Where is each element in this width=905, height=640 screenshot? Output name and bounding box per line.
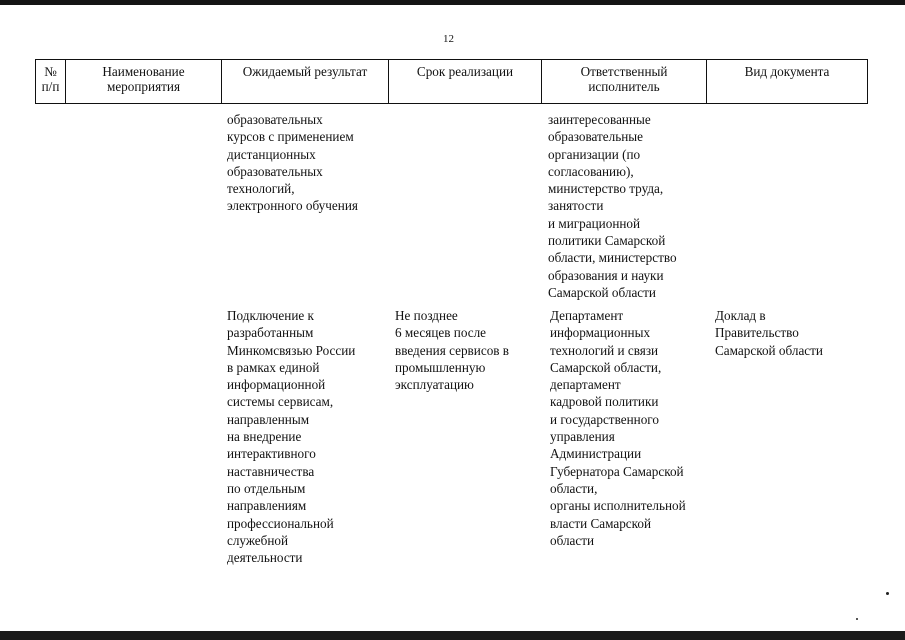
- row2-deadline: Не позднее 6 месяцев после введения сервисов в промышленную эксплуатацию: [395, 308, 510, 393]
- row2-expected-result: Подключение к разработанным Минкомсвязью России в рамках единой информационной системы сервисам, направленным на внедрение интерактивного наставничества по отдельным направлениям профессиональной служебной деятельности: [227, 308, 356, 566]
- header-number: [36, 60, 66, 104]
- row1-executor: заинтересованные образовательные организации (по согласованию), министерство труда, занятости и миграционной политики Самарской области, министерство образования и науки Самарской области: [548, 112, 677, 300]
- page-number: 12: [443, 33, 454, 45]
- header-document-type: [707, 60, 868, 104]
- header-document-type-text: Вид документа: [744, 64, 830, 79]
- header-deadline-text: Срок реализации: [416, 64, 514, 79]
- scan-edge-bottom: [0, 631, 905, 640]
- header-event-name-text: Наименование мероприятия: [102, 64, 185, 94]
- scan-speck: [856, 618, 858, 620]
- header-executor: [542, 60, 707, 104]
- header-deadline: [389, 60, 542, 104]
- row2-executor: Департамент информационных технологий и связи Самарской области, департамент кадровой политики и государственного управления Администрации Губернатора Самарской области, органы исполнительной власти Самарской области: [550, 308, 686, 548]
- header-executor-text: Ответственный исполнитель: [580, 64, 668, 94]
- row2-document-type: Доклад в Правительство Самарской области: [715, 308, 823, 358]
- scan-edge-top: [0, 0, 905, 5]
- header-expected-result-text: Ожидаемый результат: [242, 64, 368, 79]
- table-header: [35, 59, 868, 104]
- header-expected-result: [222, 60, 389, 104]
- row1-expected-result: образовательных курсов с применением дистанционных образовательных технологий, электронного обучения: [227, 112, 358, 214]
- scan-speck: [886, 592, 889, 595]
- header-number-text: № п/п: [41, 64, 60, 94]
- header-event-name: [66, 60, 222, 104]
